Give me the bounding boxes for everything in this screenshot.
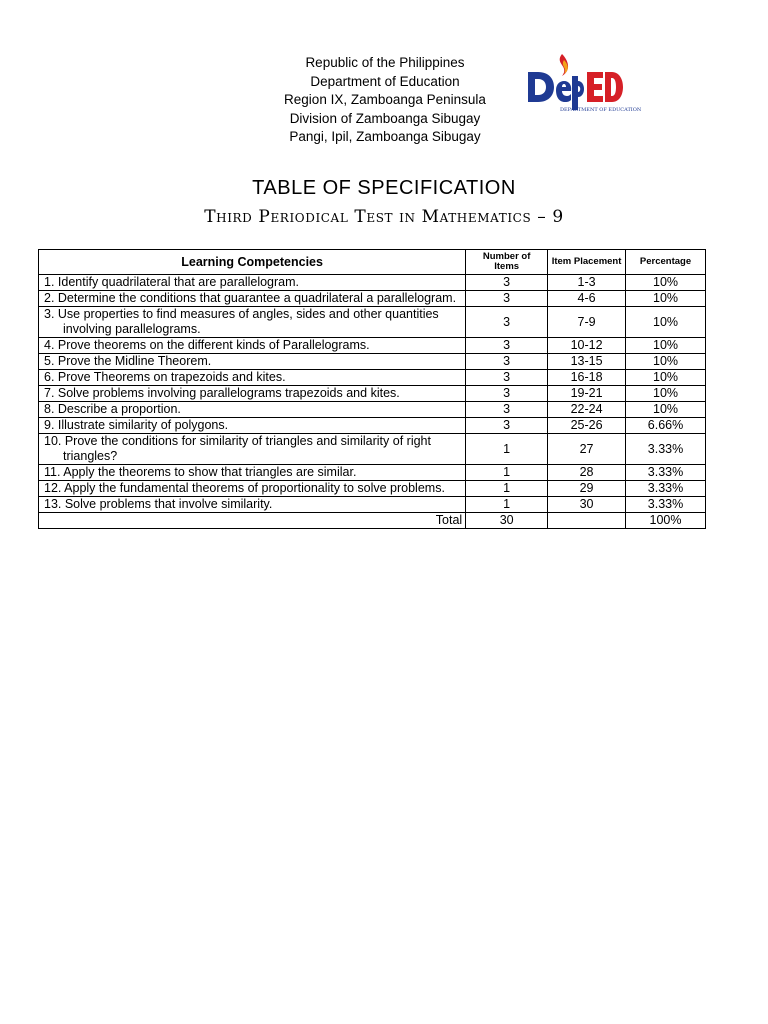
table-row xyxy=(39,275,706,291)
table-row xyxy=(39,497,706,513)
competency-cell: 10. Prove the conditions for similarity of triangles and similarity of right triangles? xyxy=(39,434,466,465)
table-row xyxy=(39,291,706,307)
table-row xyxy=(39,481,706,497)
letterhead-line-republic: Republic of the Philippines xyxy=(305,55,465,70)
header-number-of-items: Number of Items xyxy=(466,250,548,275)
placement-cell: 28 xyxy=(548,465,626,481)
deped-logo-icon xyxy=(524,50,642,114)
total-placement xyxy=(548,513,626,529)
table-row xyxy=(39,354,706,370)
placement-cell: 25-26 xyxy=(548,418,626,434)
percentage-cell: 10% xyxy=(626,275,706,291)
specification-table xyxy=(38,249,706,529)
competency-cell: 12. Apply the fundamental theorems of proportionality to solve problems. xyxy=(39,481,466,497)
items-cell: 3 xyxy=(466,402,548,418)
items-cell: 1 xyxy=(466,497,548,513)
percentage-cell: 3.33% xyxy=(626,481,706,497)
percentage-cell: 10% xyxy=(626,338,706,354)
percentage-cell: 6.66% xyxy=(626,418,706,434)
table-header-row xyxy=(39,250,706,275)
placement-cell: 29 xyxy=(548,481,626,497)
competency-cell: 13. Solve problems that involve similarity. xyxy=(39,497,466,513)
placement-cell: 7-9 xyxy=(548,307,626,338)
placement-cell: 30 xyxy=(548,497,626,513)
total-label: Total xyxy=(39,513,466,529)
letterhead-line-department: Department of Education xyxy=(310,73,460,89)
placement-cell: 16-18 xyxy=(548,370,626,386)
header-percentage: Percentage xyxy=(626,250,706,275)
items-cell: 3 xyxy=(466,418,548,434)
table-row xyxy=(39,434,706,465)
percentage-cell: 10% xyxy=(626,291,706,307)
letterhead-line-division: Division of Zamboanga Sibugay xyxy=(289,110,481,126)
logo-subtext: DEPARTMENT OF EDUCATION xyxy=(560,107,642,113)
percentage-cell: 3.33% xyxy=(626,434,706,465)
items-cell: 3 xyxy=(466,338,548,354)
competency-cell: 1. Identify quadrilateral that are parallelogram. xyxy=(39,275,466,291)
competency-cell: 9. Illustrate similarity of polygons. xyxy=(39,418,466,434)
letterhead-line-region: Region IX, Zamboanga Peninsula xyxy=(284,92,486,107)
placement-cell: 4-6 xyxy=(548,291,626,307)
placement-cell: 22-24 xyxy=(548,402,626,418)
header-learning-competencies: Learning Competencies xyxy=(39,250,466,275)
percentage-cell: 10% xyxy=(626,402,706,418)
table-row xyxy=(39,402,706,418)
competency-cell: 11. Apply the theorems to show that triangles are similar. xyxy=(39,465,466,481)
competency-cell: 4. Prove theorems on the different kinds of Parallelograms. xyxy=(39,338,466,354)
table-row xyxy=(39,370,706,386)
table-row xyxy=(39,307,706,338)
page-subtitle: Third Periodical Test in Mathematics – 9 xyxy=(204,207,564,227)
page-title: TABLE OF SPECIFICATION xyxy=(252,177,516,199)
competency-cell: 2. Determine the conditions that guarantee a quadrilateral a parallelogram. xyxy=(39,291,466,307)
deped-logo xyxy=(524,50,642,114)
percentage-cell: 3.33% xyxy=(626,465,706,481)
percentage-cell: 10% xyxy=(626,354,706,370)
placement-cell: 1-3 xyxy=(548,275,626,291)
placement-cell: 27 xyxy=(548,434,626,465)
competency-cell: 8. Describe a proportion. xyxy=(39,402,466,418)
items-cell: 3 xyxy=(466,307,548,338)
items-cell: 1 xyxy=(466,434,548,465)
placement-cell: 10-12 xyxy=(548,338,626,354)
placement-cell: 13-15 xyxy=(548,354,626,370)
items-cell: 3 xyxy=(466,354,548,370)
total-items: 30 xyxy=(466,513,548,529)
items-cell: 3 xyxy=(466,370,548,386)
items-cell: 3 xyxy=(466,291,548,307)
letterhead-line-address: Pangi, Ipil, Zamboanga Sibugay xyxy=(289,129,481,144)
items-cell: 1 xyxy=(466,481,548,497)
items-cell: 3 xyxy=(466,386,548,402)
total-row xyxy=(39,513,706,529)
percentage-cell: 10% xyxy=(626,386,706,402)
table-row xyxy=(39,465,706,481)
items-cell: 3 xyxy=(466,275,548,291)
percentage-cell: 10% xyxy=(626,370,706,386)
total-percentage: 100% xyxy=(626,513,706,529)
competency-cell: 7. Solve problems involving parallelograms trapezoids and kites. xyxy=(39,386,466,402)
header-item-placement: Item Placement xyxy=(548,250,626,275)
table-row xyxy=(39,386,706,402)
table-row xyxy=(39,418,706,434)
table-row xyxy=(39,338,706,354)
placement-cell: 19-21 xyxy=(548,386,626,402)
competency-cell: 3. Use properties to find measures of angles, sides and other quantities involving parallelograms. xyxy=(39,307,466,338)
letterhead xyxy=(230,54,540,147)
competency-cell: 5. Prove the Midline Theorem. xyxy=(39,354,466,370)
competency-cell: 6. Prove Theorems on trapezoids and kites. xyxy=(39,370,466,386)
items-cell: 1 xyxy=(466,465,548,481)
percentage-cell: 3.33% xyxy=(626,497,706,513)
percentage-cell: 10% xyxy=(626,307,706,338)
